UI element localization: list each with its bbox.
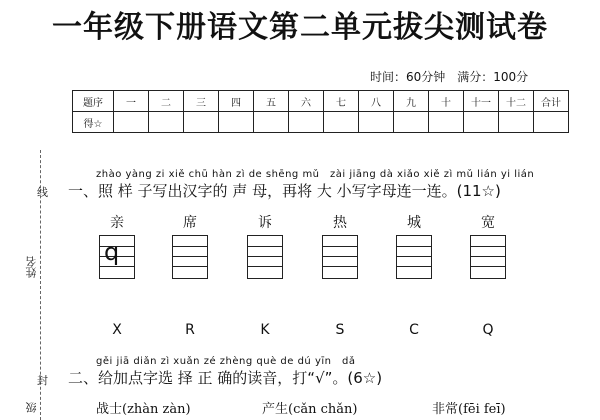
q1-char: 亲 — [110, 215, 124, 231]
score-col: 十一 — [464, 91, 499, 112]
score-col: 三 — [184, 91, 219, 112]
q1-answer-grid[interactable] — [99, 235, 135, 279]
q1-char: 诉 — [258, 215, 272, 231]
score-cell[interactable] — [359, 112, 394, 133]
score-value-row — [73, 112, 569, 133]
score-col: 十 — [429, 91, 464, 112]
score-col: 八 — [359, 91, 394, 112]
q1-text: 一、照 样 子写出汉字的 声 母，再将 大 小写字母连一连。(11☆) — [68, 182, 501, 200]
score-cell[interactable] — [499, 112, 534, 133]
score-col: 一 — [114, 91, 149, 112]
class-label: 级 — [25, 402, 38, 413]
q1-char: 热 — [333, 215, 347, 231]
q1-letter: S — [335, 322, 345, 338]
name-label: 姓名 — [25, 256, 38, 278]
score-row-label: 得☆ — [73, 112, 114, 133]
score-col: 五 — [254, 91, 289, 112]
score-cell[interactable] — [114, 112, 149, 133]
q1-letter: C — [409, 322, 419, 338]
score-cell[interactable] — [324, 112, 359, 133]
q1-answer-grid[interactable] — [172, 235, 208, 279]
score-cell[interactable] — [534, 112, 569, 133]
score-cell[interactable] — [184, 112, 219, 133]
score-cell[interactable] — [394, 112, 429, 133]
q1-letter: X — [112, 322, 122, 338]
score-col: 四 — [219, 91, 254, 112]
score-col: 合计 — [534, 91, 569, 112]
score-cell[interactable] — [219, 112, 254, 133]
score-row-label: 题序 — [73, 91, 114, 112]
q1-char: 城 — [407, 215, 421, 231]
score-header-row — [73, 91, 569, 112]
q1-pinyin: zhào yàng zi xiě chū hàn zì de shēng mǔ zài jiāng dà xiǎo xiě zì mǔ lián yi lián — [96, 169, 535, 180]
q2-text: 二、给加点字选 择 正 确的读音，打“√”。(6☆) — [68, 369, 383, 387]
q2-option[interactable]: 非常(fēi feī) — [432, 402, 506, 417]
q1-char: 宽 — [481, 215, 495, 231]
score-col: 九 — [394, 91, 429, 112]
score-table — [72, 90, 569, 133]
q1-letter: R — [185, 322, 195, 338]
score-col: 七 — [324, 91, 359, 112]
q1-answer-grid[interactable] — [470, 235, 506, 279]
score-cell[interactable] — [254, 112, 289, 133]
page-title: 一年级下册语文第二单元拔尖测试卷 — [52, 10, 548, 45]
q1-letter: K — [260, 322, 270, 338]
q2-option[interactable]: 战士(zhàn zàn) — [96, 402, 191, 417]
score-cell[interactable] — [429, 112, 464, 133]
q1-example-answer: q — [104, 238, 120, 266]
q1-answer-grid[interactable] — [396, 235, 432, 279]
score-col: 六 — [289, 91, 324, 112]
q2-pinyin: gěi jiā diǎn zì xuǎn zé zhèng què de dú yīn dǎ — [96, 356, 356, 367]
seal-char: 封 — [37, 374, 48, 387]
q1-answer-grid[interactable] — [247, 235, 283, 279]
q1-answer-grid[interactable] — [322, 235, 358, 279]
score-cell[interactable] — [289, 112, 324, 133]
q2-option[interactable]: 产生(cǎn chǎn) — [262, 402, 358, 417]
q1-char: 席 — [183, 215, 197, 231]
score-col: 十二 — [499, 91, 534, 112]
score-col: 二 — [149, 91, 184, 112]
score-cell[interactable] — [464, 112, 499, 133]
time-info: 时间：60分钟 满分：100分 — [370, 70, 529, 84]
side-line-char: 线 — [37, 186, 48, 199]
q1-letter: Q — [482, 322, 494, 338]
score-cell[interactable] — [149, 112, 184, 133]
